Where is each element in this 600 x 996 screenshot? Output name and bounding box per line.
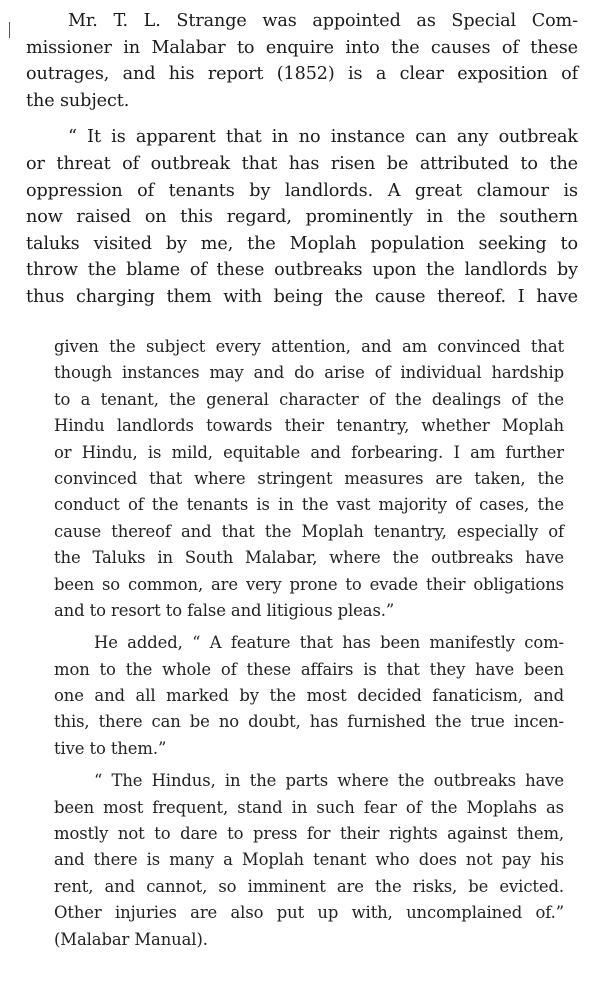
text-line: Hindu landlords towards their tenantry, whether Moplah (54, 416, 564, 436)
text-line: Mr. T. L. Strange was appointed as Special Com- (68, 11, 578, 31)
paragraph-strange-appointment (26, 8, 578, 114)
text-line: mostly not to dare to press for their rights against them, (54, 824, 564, 844)
text-line: been most frequent, stand in such fear of the Moplahs as (54, 797, 564, 817)
text-line: outrages, and his report (1852) is a clear exposition of (26, 64, 578, 85)
text-line: and to resort to false and litigious pleas.” (54, 600, 395, 620)
text-line: tive to them.” (54, 738, 167, 758)
text-line: missioner in Malabar to enquire into the causes of these (26, 37, 578, 58)
text-line: to a tenant, the general character of the dealings of the (54, 389, 564, 409)
text-line: or threat of outbreak that has risen be attributed to the (26, 153, 578, 174)
source-citation: (Malabar Manual). (54, 929, 208, 949)
text-line: Other injuries are also put up with, uncomplained of.” (54, 903, 564, 923)
text-line: and there is many a Moplah tenant who does not pay his (54, 850, 564, 870)
page-text-top (26, 8, 578, 311)
text-line: “ It is apparent that in no instance can any outbreak (68, 127, 578, 148)
text-line: or Hindu, is mild, equitable and forbearing. I am further (54, 442, 564, 462)
text-line: convinced that where stringent measures are taken, the (54, 468, 564, 488)
margin-mark (9, 22, 10, 38)
text-line: now raised on this regard, prominently in the southern (26, 207, 578, 228)
page-text-bottom (54, 334, 564, 953)
text-line: though instances may and do arise of individual hardship (54, 363, 564, 383)
text-line: the subject. (26, 90, 130, 111)
text-line: taluks visited by me, the Moplah population seeking to (26, 233, 578, 254)
text-line: oppression of tenants by landlords. A great clamour is (26, 180, 578, 201)
text-line: cause thereof and that the Moplah tenantry, especially of (54, 521, 564, 541)
paragraph-report-continued (54, 334, 564, 624)
text-line: been so common, are very prone to evade their obligations (54, 574, 564, 594)
text-line: this, there can be no doubt, has furnished the true incen- (54, 712, 564, 732)
paragraph-hindus-fear (54, 768, 564, 953)
text-line: thus charging them with being the cause thereof. I have (26, 286, 578, 307)
text-line: one and all marked by the most decided fanaticism, and (54, 686, 564, 706)
text-line: given the subject every attention, and am convinced that (54, 337, 564, 356)
paragraph-he-added (54, 630, 564, 762)
paragraph-report-quote (26, 124, 578, 310)
text-line: rent, and cannot, so imminent are the risks, be evicted. (54, 876, 564, 896)
text-line: mon to the whole of these affairs is that they have been (54, 659, 564, 679)
text-line: “ The Hindus, in the parts where the outbreaks have (94, 771, 564, 791)
text-line: conduct of the tenants is in the vast majority of cases, the (54, 495, 564, 515)
text-line: throw the blame of these outbreaks upon the landlords by (26, 260, 578, 281)
text-line: He added, “ A feature that has been manifestly com- (94, 633, 564, 653)
text-line: the Taluks in South Malabar, where the outbreaks have (54, 548, 564, 568)
paragraph-gap (26, 114, 578, 124)
